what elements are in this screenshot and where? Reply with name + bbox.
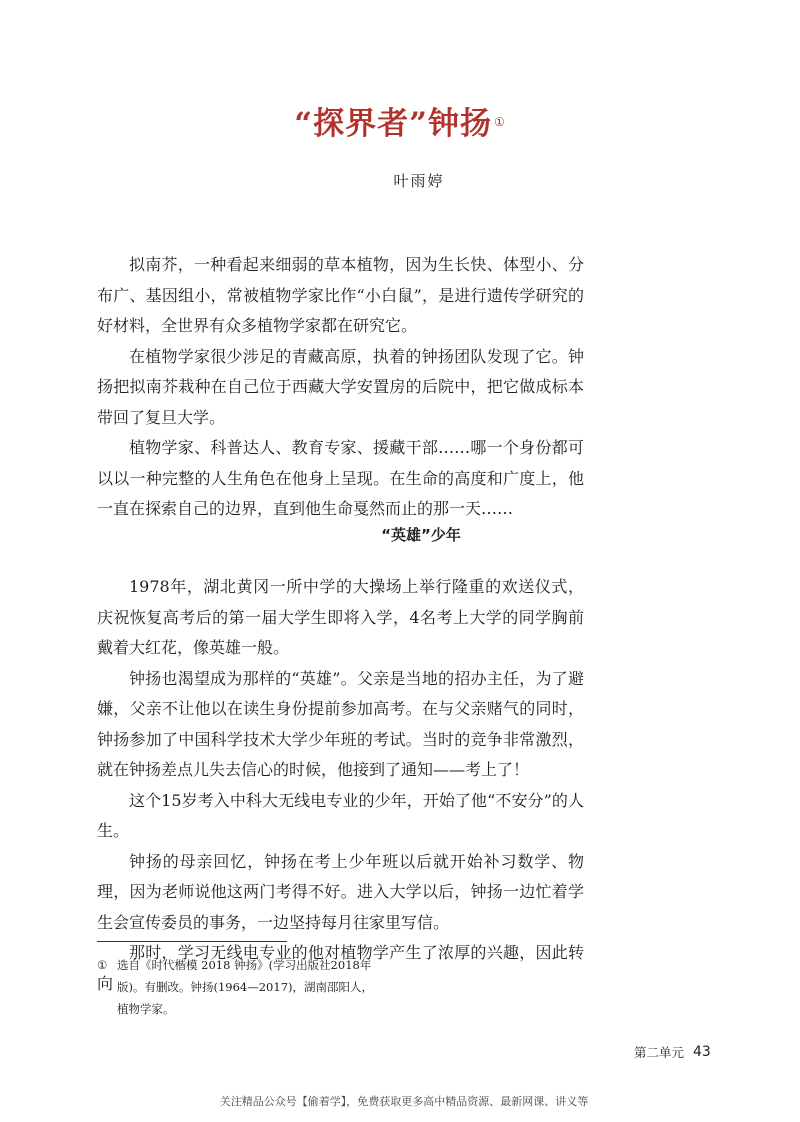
- article-title-text: “探界者”钟扬: [294, 106, 492, 142]
- footnote: [97, 954, 397, 1020]
- footnote-text-1: 选自《时代楷模 2018 钟扬》(学习出版社2018年: [117, 958, 372, 972]
- article-title: [0, 104, 800, 144]
- section-paragraph-3: 这个15岁考入中科大无线电专业的少年，开始了他“不安分”的人生。: [97, 790, 584, 840]
- watermark-text: 关注精品公众号【偷着学】，免费获取更多高中精品资源、最新网课、讲义等: [219, 1095, 589, 1108]
- title-footnote-mark: ①: [493, 115, 506, 129]
- unit-label: 第二单元: [634, 1045, 685, 1060]
- intro-paragraph-2: 在植物学家很少涉足的青藏高原，执着的钟扬团队发现了它。钟扬把拟南芥栽种在自己位于西藏大学安置房的后院中，把它做成标本带回了复旦大学。: [97, 346, 584, 427]
- section-paragraph-5: 那时，学习无线电专业的他对植物学产生了浓厚的兴趣，因此转向: [97, 943, 584, 993]
- intro-section: [97, 250, 584, 525]
- section-heading: “英雄”少年: [381, 526, 461, 544]
- page-number: 43: [693, 1044, 711, 1060]
- section-body: [97, 572, 584, 999]
- section-paragraph-1: 1978年，湖北黄冈一所中学的大操场上举行隆重的欢送仪式，庆祝恢复高考后的第一届大学生即将入学，4名考上大学的同学胸前戴着大红花，像英雄一般。: [97, 577, 584, 657]
- section-paragraph-4: 钟扬的母亲回忆，钟扬在考上少年班以后就开始补习数学、物理，因为老师说他这两门考得不好。进入大学以后，钟扬一边忙着学生会宣传委员的事务，一边坚持每月往家里写信。: [97, 851, 584, 932]
- article-author: 叶雨婷: [393, 172, 445, 190]
- footnote-divider: [97, 941, 287, 942]
- intro-paragraph-3: 植物学家、科普达人、教育专家、援藏干部……哪一个身份都可以以一种完整的人生角色在他身上呈现。在生命的高度和广度上，他一直在探索自己的边界，直到他生命戛然而止的那一天……: [97, 438, 584, 518]
- section-paragraph-2: 钟扬也渴望成为那样的“英雄”。父亲是当地的招办主任，为了避嫌，父亲不让他以在读生身份提前参加高考。在与父亲赌气的同时，钟扬参加了中国科学技术大学少年班的考试。当时的竞争非常激烈，就在钟扬差点儿失去信心的时候，他接到了通知——考上了！: [97, 668, 584, 779]
- footnote-line-2: 版)。有删改。钟扬(1964—2017)，湖南邵阳人，: [117, 980, 373, 994]
- footnote-number: ①: [97, 958, 108, 972]
- footnote-line-3: 植物学家。: [117, 1002, 175, 1016]
- intro-paragraph-1: 拟南芥，一种看起来细弱的草本植物，因为生长快、体型小、分布广、基因组小，常被植物学家比作“小白鼠”，是进行遗传学研究的好材料，全世界有众多植物学家都在研究它。: [97, 255, 584, 335]
- footnote-line-1: [97, 954, 397, 976]
